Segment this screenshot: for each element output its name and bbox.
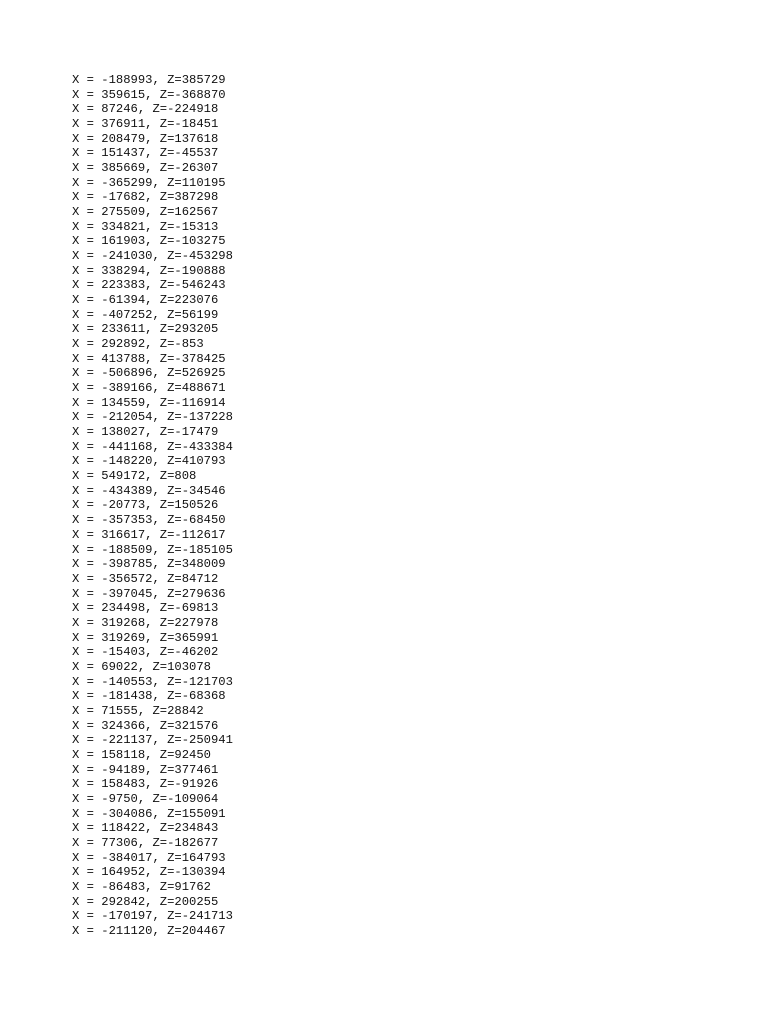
coordinate-line: X = 359615, Z=-368870 [72,87,226,102]
coordinate-line: X = 69022, Z=103078 [72,659,211,674]
coordinate-line: X = 385669, Z=-26307 [72,161,219,176]
coordinate-line: X = -384017, Z=164793 [72,850,226,865]
coordinate-line: X = 87246, Z=-224918 [72,102,219,117]
coordinate-line: X = -212054, Z=-137228 [72,410,233,425]
coordinate-line: X = 164952, Z=-130394 [72,865,226,880]
coordinate-line: X = -221137, Z=-250941 [72,733,233,748]
coordinate-line: X = 549172, Z=808 [72,469,197,484]
coordinate-line: X = 158118, Z=92450 [72,747,211,762]
coordinate-line: X = -94189, Z=377461 [72,762,219,777]
coordinate-line: X = 77306, Z=-182677 [72,835,219,850]
coordinate-line: X = 316617, Z=-112617 [72,527,226,542]
coordinate-line: X = -61394, Z=223076 [72,293,219,308]
coordinate-line: X = 324366, Z=321576 [72,718,219,733]
coordinate-line: X = -407252, Z=56199 [72,307,219,322]
coordinate-line: X = 151437, Z=-45537 [72,146,219,161]
coordinate-line: X = 292842, Z=200255 [72,894,219,909]
coordinate-line: X = -389166, Z=488671 [72,381,226,396]
coordinate-line: X = 118422, Z=234843 [72,821,219,836]
coordinate-line: X = -441168, Z=-433384 [72,439,233,454]
coordinate-line: X = -397045, Z=279636 [72,586,226,601]
coordinate-line: X = -188993, Z=385729 [72,73,226,87]
coordinate-line: X = -181438, Z=-68368 [72,689,226,704]
coordinate-line: X = -17682, Z=387298 [72,190,219,205]
coordinate-line: X = 338294, Z=-190888 [72,263,226,278]
coordinate-line: X = 134559, Z=-116914 [72,395,226,410]
coordinate-line: X = -148220, Z=410793 [72,454,226,469]
coordinate-line: X = -20773, Z=150526 [72,498,219,513]
coordinate-line: X = -356572, Z=84712 [72,571,219,586]
coordinate-line: X = -357353, Z=-68450 [72,513,226,528]
coordinate-line: X = -9750, Z=-109064 [72,791,219,806]
coordinate-line: X = -241030, Z=-453298 [72,249,233,264]
coordinate-line: X = -398785, Z=348009 [72,557,226,572]
coordinate-line: X = -506896, Z=526925 [72,366,226,381]
coordinate-line: X = 376911, Z=-18451 [72,117,219,132]
coordinate-line: X = 233611, Z=293205 [72,322,219,337]
coordinate-line: X = 413788, Z=-378425 [72,351,226,366]
coordinate-line: X = 319268, Z=227978 [72,615,219,630]
coordinate-line: X = -86483, Z=91762 [72,879,211,894]
coordinate-line: X = 319269, Z=365991 [72,630,219,645]
coordinate-line: X = 161903, Z=-103275 [72,234,226,249]
coordinate-line: X = 208479, Z=137618 [72,131,219,146]
coordinate-line: X = -15403, Z=-46202 [72,645,219,660]
coordinate-line: X = 223383, Z=-546243 [72,278,226,293]
coordinate-line: X = 71555, Z=28842 [72,703,204,718]
coordinate-line: X = 158483, Z=-91926 [72,777,219,792]
coordinate-line: X = -304086, Z=155091 [72,806,226,821]
coordinate-line: X = 334821, Z=-15313 [72,219,219,234]
coordinate-line: X = -140553, Z=-121703 [72,674,233,689]
coordinate-line: X = 275509, Z=162567 [72,205,219,220]
coordinate-line: X = -211120, Z=204467 [72,923,226,938]
coordinate-line: X = -170197, Z=-241713 [72,909,233,924]
coordinate-line: X = 292892, Z=-853 [72,337,204,352]
coordinate-line: X = -365299, Z=110195 [72,175,226,190]
coordinate-line: X = 138027, Z=-17479 [72,425,219,440]
coordinate-line: X = -188509, Z=-185105 [72,542,233,557]
coordinate-list [72,73,233,939]
coordinate-line: X = 234498, Z=-69813 [72,601,219,616]
coordinate-line: X = -434389, Z=-34546 [72,483,226,498]
